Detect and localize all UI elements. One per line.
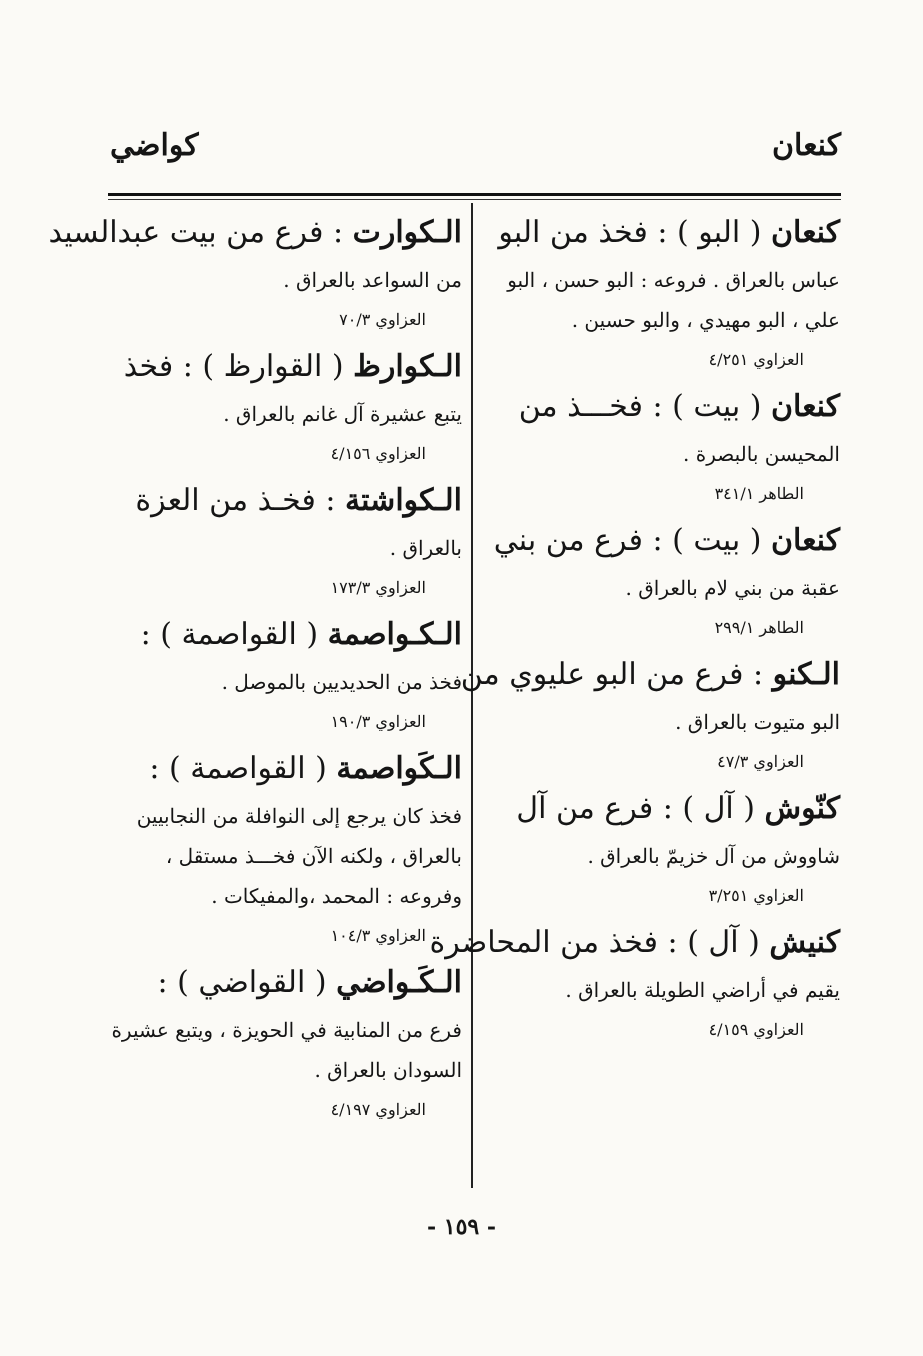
entry-text-line: فرع من المنابية في الحويزة ، ويتبع عشيرة [111, 1018, 462, 1042]
entry-heading [108, 340, 462, 394]
entry-definition-start: : فخـذ من العزة [135, 483, 346, 518]
entry-headword: كنعان [771, 523, 840, 558]
entry-headword: الـكواشتة [345, 483, 462, 518]
entry-heading [488, 782, 840, 836]
entry-source-reference: العزاوي ١٧٣/٣ [330, 578, 426, 597]
entry-headword: الـكوارت [352, 215, 462, 250]
entry-source-reference: العزاوي ٤٧/٣ [717, 752, 804, 771]
entry [429, 916, 840, 1050]
right-column [429, 206, 840, 1050]
left-column [48, 206, 462, 1130]
entry-text-line: عقبة من بني لام بالعراق . [625, 576, 840, 600]
entry [108, 340, 462, 474]
entry-definition-start: ( البو ) : فخذ من البو [498, 215, 772, 250]
entry-definition-start: : فرع من البو عليوي من [460, 657, 773, 692]
entry-heading [488, 380, 840, 434]
entry-headword: الـكَواصمة [336, 751, 462, 786]
entry-source-reference: العزاوي ٤/١٩٧ [330, 1100, 426, 1119]
entry [48, 206, 462, 340]
entry-source-reference: الطاهر ٢٩٩/١ [714, 618, 804, 637]
entry-text-line: عباس بالعراق . فروعه : البو حسن ، البو [507, 268, 840, 292]
page-number: - ١٥٩ - [426, 1214, 497, 1240]
entry-headword: كنيش [769, 925, 840, 960]
entry-source-reference: العزاوي ١٠٤/٣ [330, 926, 426, 945]
entry-headword: الـكـواصمة [327, 617, 462, 652]
entry [488, 782, 840, 916]
entry-text-line: وفروعه : المحمد ،والمفيكات . [211, 884, 462, 908]
header-rule [108, 193, 841, 196]
entry-text-line: علي ، البو مهيدي ، والبو حسين . [571, 308, 840, 332]
entry-text-line: يقيم في أراضي الطويلة بالعراق . [565, 978, 840, 1002]
entry-heading [108, 608, 462, 662]
entry-definition-start: ( آل ) : فرع من آل [516, 791, 765, 826]
entry-text-line: يتبع عشيرة آل غانم بالعراق . [223, 402, 462, 426]
entry-heading [429, 916, 840, 970]
entry-source-reference: العزاوي ٤/١٥٦ [330, 444, 426, 463]
entry-heading [488, 514, 840, 568]
entry-headword: كنعان [771, 389, 840, 424]
entry-source-reference: العزاوي ٤/٢٥١ [708, 350, 804, 369]
entry [108, 608, 462, 742]
entry-heading [108, 956, 462, 1010]
entry-text-line: المحيسن بالبصرة . [683, 442, 840, 466]
entry-headword: كنعان [771, 215, 840, 250]
entry [488, 514, 840, 648]
entry-definition-start: ( آل ) : فخذ من المحاضرة [429, 925, 770, 960]
entry [488, 206, 840, 380]
entry-definition-start: ( بيت ) : فخـــذ من [518, 389, 772, 424]
running-head-right: كنعان [772, 128, 841, 163]
entry-heading [108, 474, 462, 528]
entry-source-reference: العزاوي ٣/٢٥١ [708, 886, 804, 905]
entry [460, 648, 840, 782]
entry-source-reference: العزاوي ١٩٠/٣ [330, 712, 426, 731]
entry-source-reference: العزاوي ٧٠/٣ [339, 310, 426, 329]
entry-definition-start: ( القوارظ ) : فخذ [123, 349, 354, 384]
entry [108, 474, 462, 608]
entry [488, 380, 840, 514]
entry-text-line: السودان بالعراق . [314, 1058, 462, 1082]
entry-definition-start: ( بيت ) : فرع من بني [493, 523, 772, 558]
entry-text-line: فخذ كان يرجع إلى النوافلة من النجابيين [136, 804, 462, 828]
entry-headword: الـكَـواضي [336, 965, 462, 1000]
entry-source-reference: العزاوي ٤/١٥٩ [708, 1020, 804, 1039]
header-rule-thin [108, 199, 841, 200]
entry-text-line: بالعراق ، ولكنه الآن فخـــذ مستقل ، [165, 844, 462, 868]
entry-text-line: بالعراق . [389, 536, 462, 560]
entry-text-line: شاووش من آل خزيمّ بالعراق . [587, 844, 840, 868]
entry-text-line: من السواعد بالعراق . [283, 268, 462, 292]
entry-headword: الـكنو [772, 657, 840, 692]
entry-text-line: فخذ من الحديديين بالموصل . [221, 670, 462, 694]
entry-heading [460, 648, 840, 702]
entry-text-line: البو متيوت بالعراق . [675, 710, 840, 734]
entry-source-reference: الطاهر ٣٤١/١ [714, 484, 804, 503]
entry-definition-start: ( القواصمة ) : [149, 751, 337, 786]
entry-heading [108, 742, 462, 796]
entry-headword: الـكوارظ [353, 349, 462, 384]
entry-headword: كنّوش [764, 791, 840, 826]
entry-definition-start: ( القواضي ) : [157, 965, 337, 1000]
entry-heading [488, 206, 840, 260]
entry [108, 956, 462, 1130]
entry-heading [48, 206, 462, 260]
entry-definition-start: : فرع من بيت عبدالسيد [48, 215, 353, 250]
running-head-left: كواضي [110, 128, 199, 163]
entry-definition-start: ( القواصمة ) : [140, 617, 328, 652]
entry [108, 742, 462, 956]
